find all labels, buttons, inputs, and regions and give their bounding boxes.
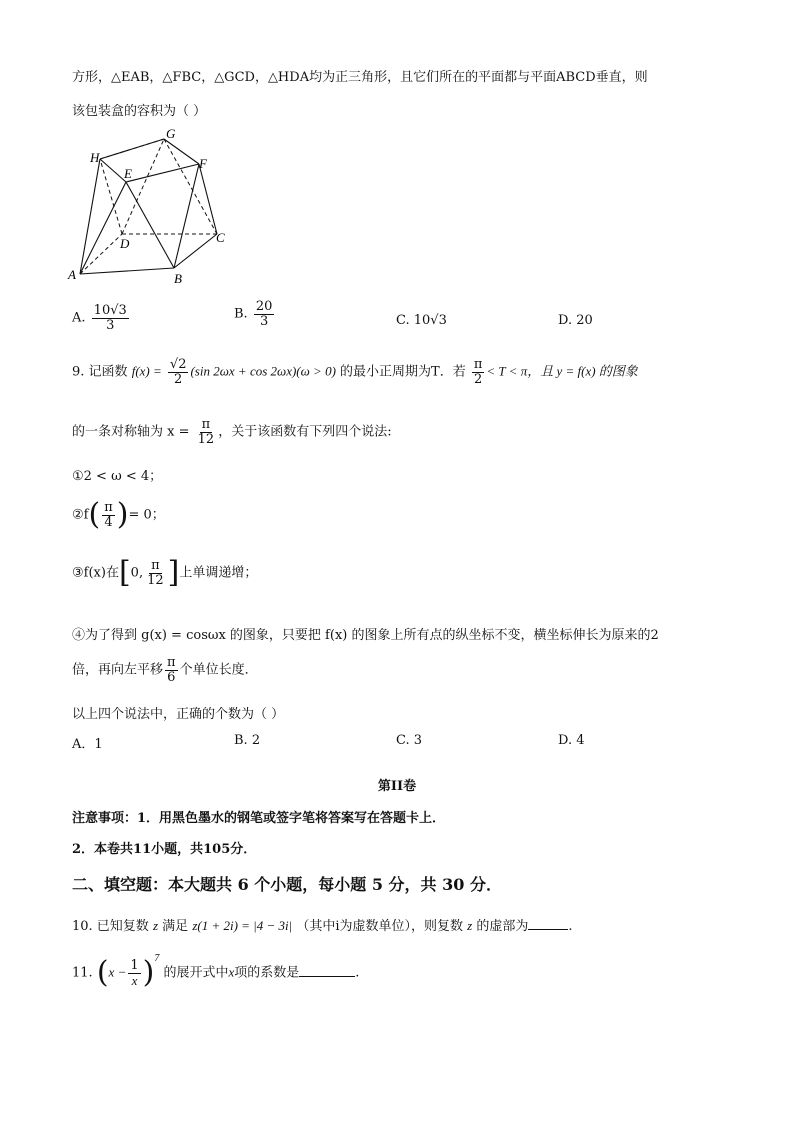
q9-line2 [72, 418, 392, 446]
q9-option-d: D. 4 [558, 733, 585, 748]
period-condition: < T < π，且 y = f(x) 的图象 [486, 363, 638, 379]
paren-right: ) [142, 955, 155, 990]
frac-den: 12 [197, 431, 215, 447]
frac-num: 10√3 [93, 303, 127, 318]
stem-text: ，关于该函数有下列四个说法: [218, 424, 392, 440]
option-letter: B. [234, 306, 248, 322]
section-heading: 二、填空题：本大题共 6 个小题，每小题 5 分，共 30 分． [72, 875, 502, 894]
option-letter: C. [396, 313, 410, 328]
q9-statement-1: ①2 < ω < 4； [72, 469, 163, 484]
frac-den: 2 [174, 371, 183, 387]
frac-den: x [131, 972, 138, 988]
stmt-text: 倍，再向左平移 [72, 662, 164, 678]
stem-text: 的虚部为 [476, 919, 529, 934]
label-a: A [68, 267, 76, 282]
answer-blank[interactable] [528, 929, 568, 930]
expr-x: x − [108, 964, 127, 980]
q8-option-c [396, 313, 447, 328]
stem-text: 的最小正周期为T．若 [340, 364, 466, 380]
q8-option-a [72, 304, 131, 332]
end-mark: . [568, 919, 573, 934]
q9-statement-4-line1: ④为了得到 g(x) = cosωx 的图象，只要把 f(x) 的图象上所有点的纵坐标不变，横坐标伸长为原来的2 [72, 628, 659, 643]
equation: z(1 + 2i) = |4 − 3i| [192, 918, 293, 933]
bracket-right: ] [167, 555, 180, 590]
stem-text: 的展开式中 [163, 965, 229, 981]
frac-num: π [167, 655, 176, 670]
note-2: 2．本卷共11小题，共105分． [72, 842, 257, 857]
frac-den: 3 [106, 317, 115, 333]
label-f: F [199, 156, 207, 171]
paren-left: ( [96, 955, 109, 990]
q8-intro-line2: 该包装盒的容积为（ ） [72, 104, 207, 119]
option-letter: D. [558, 313, 573, 328]
var-x: x [228, 964, 235, 980]
stem-text: 10. 已知复数 [72, 919, 149, 934]
label-d: D [120, 236, 130, 251]
bracket-left: [ [118, 555, 131, 590]
stmt-text: ③f(x)在 [72, 565, 119, 581]
frac-num: 20 [255, 299, 273, 314]
label-c: C [216, 230, 225, 245]
q9-statement-3 [72, 555, 258, 590]
q11 [72, 953, 360, 990]
q9-option-b: B. 2 [234, 733, 261, 748]
stem-text: 记函数 [88, 364, 128, 380]
var-z: z [467, 918, 473, 933]
solid-figure [64, 124, 244, 290]
q9-option-c: C. 3 [396, 733, 423, 748]
q8-intro-line1: 方形，△EAB，△FBC，△GCD，△HDA均为正三角形，且它们所在的平面都与平面ABCD垂直，则 [72, 70, 648, 85]
answer-blank[interactable] [299, 976, 355, 977]
option-text: 20 [576, 313, 593, 328]
exponent: 7 [154, 953, 160, 965]
frac-den: 2 [473, 371, 483, 387]
q9-statement-4-line2 [72, 656, 258, 684]
paren-left: ( [88, 497, 101, 532]
stem-text: 项的系数是 [234, 965, 300, 981]
stmt-text: = 0； [128, 507, 165, 523]
frac-den: 12 [147, 572, 164, 588]
frac-den: 6 [167, 669, 176, 685]
label-h: H [90, 150, 100, 165]
stmt-text: 上单调递增； [179, 565, 258, 581]
option-text: 10√3 [413, 313, 447, 328]
stem-text: 满足 [162, 919, 189, 934]
frac-num: π [104, 499, 113, 515]
q9-statement-2 [72, 497, 165, 532]
q10 [72, 915, 573, 934]
function-body: (sin 2ωx + cos 2ωx)(ω > 0) [190, 363, 336, 379]
frac-den: 3 [259, 313, 269, 329]
interval-start: 0, [130, 565, 144, 581]
q9-line1 [72, 358, 638, 386]
note-1: 注意事项：1．用黑色墨水的钢笔或签字笔将答案写在答题卡上． [72, 811, 446, 826]
question-number: 11. [72, 965, 93, 981]
frac-num: π [201, 417, 211, 432]
frac-num: π [473, 357, 483, 372]
stem-text: （其中i为虚数单位），则复数 [296, 919, 464, 934]
option-letter: A. [72, 310, 86, 326]
label-b: B [174, 271, 182, 286]
frac-den: 4 [104, 514, 113, 530]
function-def: f(x) = [131, 363, 162, 379]
stmt-text: ②f [72, 507, 89, 523]
question-number: 9. [72, 364, 85, 380]
stem-text: 的一条对称轴为 x = [72, 424, 190, 440]
end-mark: . [355, 965, 360, 981]
q8-option-d [558, 313, 593, 328]
label-g: G [166, 126, 176, 141]
q8-option-b [234, 300, 276, 328]
frac-num: π [151, 557, 160, 573]
q9-closing: 以上四个说法中，正确的个数为（ ） [72, 707, 285, 722]
q9-option-a: A．1 [72, 737, 103, 752]
section-title: 第II卷 [377, 779, 417, 794]
label-e: E [124, 166, 132, 181]
frac-num: √2 [169, 357, 187, 372]
stmt-text: 个单位长度． [179, 662, 258, 678]
frac-num: 1 [130, 957, 139, 973]
paren-right: ) [116, 497, 129, 532]
var-z: z [152, 918, 159, 933]
